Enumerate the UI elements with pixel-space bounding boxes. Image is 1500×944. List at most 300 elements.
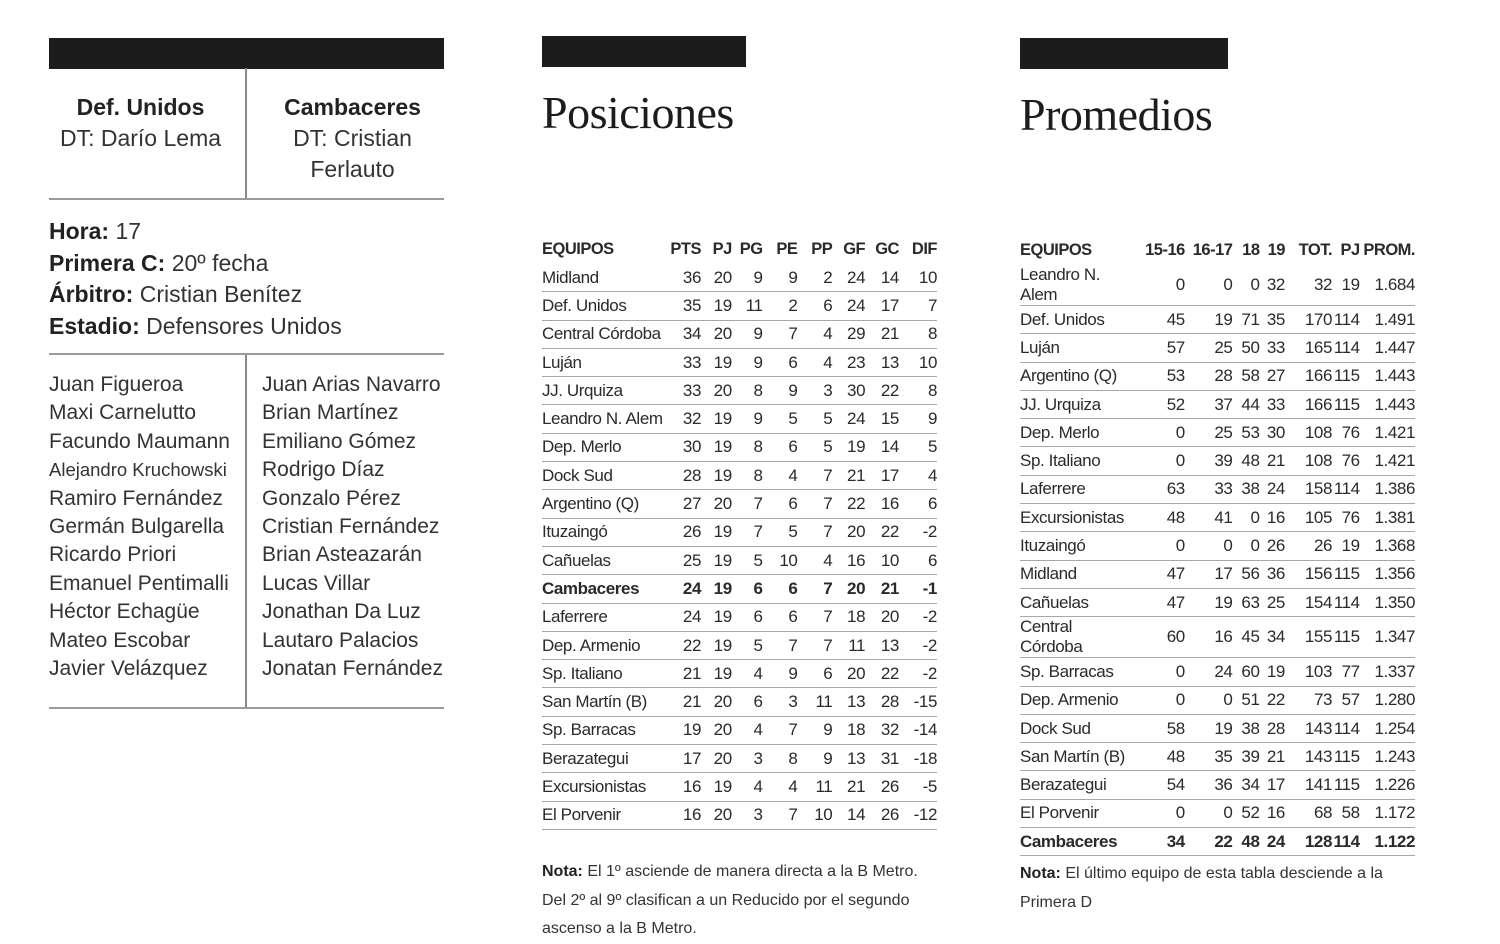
stat-cell: 19 (665, 716, 701, 744)
stat-cell: 3 (732, 801, 763, 829)
stat-cell: 9 (763, 660, 798, 688)
stat-cell: 9 (763, 264, 798, 292)
stat-cell: 8 (899, 320, 937, 348)
team-cell: Excursionistas (1020, 504, 1137, 532)
stat-cell: 5 (899, 433, 937, 461)
stat-cell: 8 (732, 433, 763, 461)
stat-cell: 7 (797, 518, 832, 546)
stat-cell: 35 (1185, 743, 1233, 771)
stat-cell: 58 (1137, 714, 1185, 742)
stat-cell: 1.421 (1360, 447, 1415, 475)
stat-cell: 9 (732, 405, 763, 433)
stat-cell: 24 (832, 292, 865, 320)
stat-cell: 1.443 (1360, 390, 1415, 418)
table-row (542, 348, 937, 376)
stat-cell: 22 (865, 660, 899, 688)
stat-cell: 5 (763, 405, 798, 433)
stat-cell: 1.386 (1360, 475, 1415, 503)
promedios-header-bar (1020, 38, 1228, 69)
stat-cell: 22 (1260, 686, 1285, 714)
stat-cell: 2 (797, 264, 832, 292)
stat-cell: 114 (1332, 306, 1360, 334)
stat-cell: 26 (865, 801, 899, 829)
stat-cell: 30 (1260, 419, 1285, 447)
stat-cell: 1.421 (1360, 419, 1415, 447)
promedios-note: Nota: El último equipo de esta tabla desciende a la Primera D (1020, 865, 1383, 911)
stat-cell: 39 (1185, 447, 1233, 475)
table-row (1020, 560, 1415, 588)
table-row (1020, 362, 1415, 390)
stat-cell: 33 (1185, 475, 1233, 503)
team-cell: Central Córdoba (542, 320, 665, 348)
team-cell: Berazategui (542, 745, 665, 773)
stat-cell: 13 (832, 745, 865, 773)
stat-cell: 141 (1285, 771, 1332, 799)
stat-cell: 21 (865, 320, 899, 348)
stat-cell: 34 (665, 320, 701, 348)
stat-cell: 36 (1185, 771, 1233, 799)
stat-cell: 10 (899, 264, 937, 292)
team-cell: Dep. Merlo (1020, 419, 1137, 447)
player-name: Facundo Maumann (49, 429, 230, 453)
column-header: GF (843, 240, 866, 258)
stat-cell: 166 (1285, 390, 1332, 418)
stat-cell: 19 (701, 773, 732, 801)
team-cell: Cambaceres (1020, 828, 1137, 856)
table-row (1020, 588, 1415, 616)
stat-cell: -2 (899, 631, 937, 659)
team-cell: Sp. Italiano (1020, 447, 1137, 475)
stat-cell: 9 (797, 745, 832, 773)
stat-cell: 19 (701, 433, 732, 461)
stat-cell: 0 (1137, 799, 1185, 827)
stat-cell: 1.684 (1360, 265, 1415, 306)
divider (245, 355, 247, 707)
table-row (1020, 419, 1415, 447)
stat-cell: 154 (1285, 588, 1332, 616)
stat-cell: 9 (899, 405, 937, 433)
team-cell: Cambaceres (542, 575, 665, 603)
stat-cell: 1.447 (1360, 334, 1415, 362)
stat-cell: 114 (1332, 588, 1360, 616)
table-row (1020, 771, 1415, 799)
team-cell: Sp. Italiano (542, 660, 665, 688)
stat-cell: 6 (732, 688, 763, 716)
player-name: Gonzalo Pérez (262, 486, 401, 510)
stat-cell: 14 (865, 264, 899, 292)
stat-cell: 19 (701, 292, 732, 320)
stat-cell: 24 (665, 603, 701, 631)
stat-cell: 38 (1232, 714, 1259, 742)
team-cell: Def. Unidos (542, 292, 665, 320)
stat-cell: 0 (1185, 532, 1233, 560)
stat-cell: 54 (1137, 771, 1185, 799)
info-referee: Árbitro: Cristian Benítez (49, 281, 303, 307)
stat-cell: 4 (763, 462, 798, 490)
stat-cell: 11 (832, 631, 865, 659)
team-cell: Leandro N. Alem (1020, 265, 1137, 306)
player-name: Emiliano Gómez (262, 429, 417, 453)
stat-cell: 3 (797, 377, 832, 405)
stat-cell: 6 (797, 292, 832, 320)
stat-cell: 20 (701, 320, 732, 348)
stat-cell: 128 (1285, 828, 1332, 856)
stat-cell: 156 (1285, 560, 1332, 588)
stat-cell: 1.381 (1360, 504, 1415, 532)
stat-cell: 9 (732, 320, 763, 348)
stat-cell: 48 (1232, 447, 1259, 475)
stat-cell: 68 (1285, 799, 1332, 827)
match-header-bar (49, 38, 444, 69)
stat-cell: 30 (832, 377, 865, 405)
stat-cell: 17 (1260, 771, 1285, 799)
stat-cell: 19 (1185, 588, 1233, 616)
stat-cell: 19 (1332, 265, 1360, 306)
stat-cell: 36 (1260, 560, 1285, 588)
info-tournament: Primera C: 20º fecha (49, 249, 269, 276)
stat-cell: 5 (732, 546, 763, 574)
stat-cell: 4 (732, 716, 763, 744)
stat-cell: 20 (701, 745, 732, 773)
table-row (1020, 658, 1415, 686)
stat-cell: 57 (1137, 334, 1185, 362)
stat-cell: 11 (732, 292, 763, 320)
stat-cell: 103 (1285, 658, 1332, 686)
stat-cell: 13 (832, 688, 865, 716)
stat-cell: 0 (1137, 265, 1185, 306)
stat-cell: 4 (763, 773, 798, 801)
stat-cell: 25 (665, 546, 701, 574)
column-header: PJ (1340, 241, 1360, 259)
stat-cell: 30 (665, 433, 701, 461)
home-team-name: Def. Unidos (76, 94, 205, 120)
stat-cell: 0 (1185, 799, 1233, 827)
stat-cell: 108 (1285, 419, 1332, 447)
stat-cell: 0 (1137, 532, 1185, 560)
stat-cell: 18 (832, 603, 865, 631)
table-row (542, 490, 937, 518)
stat-cell: 19 (701, 631, 732, 659)
player-name: Rodrigo Díaz (262, 458, 385, 482)
stat-cell: 35 (1260, 306, 1285, 334)
stat-cell: 51 (1232, 686, 1259, 714)
team-cell: Sp. Barracas (1020, 658, 1137, 686)
column-header: EQUIPOS (1020, 241, 1092, 259)
stat-cell: 0 (1232, 532, 1259, 560)
team-cell: El Porvenir (542, 801, 665, 829)
stat-cell: 27 (1260, 362, 1285, 390)
player-name: Jonatan Fernández (262, 657, 443, 681)
table-row (542, 546, 937, 574)
table-row (1020, 390, 1415, 418)
stat-cell: 7 (797, 603, 832, 631)
stat-cell: 57 (1332, 686, 1360, 714)
stat-cell: 25 (1185, 334, 1233, 362)
stat-cell: 22 (832, 490, 865, 518)
table-row (1020, 617, 1415, 658)
stat-cell: 13 (865, 631, 899, 659)
stat-cell: 32 (665, 405, 701, 433)
column-header: PROM. (1363, 241, 1415, 259)
team-cell: Dep. Armenio (1020, 686, 1137, 714)
table-row (542, 377, 937, 405)
stat-cell: 19 (701, 405, 732, 433)
stat-cell: 6 (763, 603, 798, 631)
team-cell: Cañuelas (1020, 588, 1137, 616)
stat-cell: 20 (701, 801, 732, 829)
table-row (1020, 265, 1415, 306)
table-row (1020, 743, 1415, 771)
stat-cell: 45 (1232, 617, 1259, 658)
stat-cell: 1.172 (1360, 799, 1415, 827)
table-row (542, 631, 937, 659)
stat-cell: 21 (665, 660, 701, 688)
column-header: 15-16 (1145, 241, 1185, 259)
stat-cell: 4 (732, 773, 763, 801)
team-cell: Def. Unidos (1020, 306, 1137, 334)
player-name: Lucas Villar (262, 571, 371, 595)
stat-cell: 6 (763, 575, 798, 603)
table-row (542, 716, 937, 744)
stat-cell: 7 (797, 575, 832, 603)
table-row (542, 603, 937, 631)
stat-cell: 21 (1260, 447, 1285, 475)
stat-cell: 0 (1137, 419, 1185, 447)
stat-cell: 19 (701, 575, 732, 603)
stat-cell: 27 (665, 490, 701, 518)
stat-cell: -5 (899, 773, 937, 801)
teams-header (49, 68, 444, 200)
stat-cell: 8 (899, 377, 937, 405)
stat-cell: -2 (899, 518, 937, 546)
stat-cell: 19 (1332, 532, 1360, 560)
stat-cell: 22 (865, 518, 899, 546)
stat-cell: 16 (1185, 617, 1233, 658)
stat-cell: 1.356 (1360, 560, 1415, 588)
stat-cell: 13 (865, 348, 899, 376)
stat-cell: 71 (1232, 306, 1259, 334)
stat-cell: 44 (1232, 390, 1259, 418)
stat-cell: 3 (732, 745, 763, 773)
stat-cell: 11 (797, 688, 832, 716)
stat-cell: 16 (832, 546, 865, 574)
column-header: 16-17 (1192, 241, 1233, 259)
table-row (1020, 334, 1415, 362)
team-cell: Laferrere (542, 603, 665, 631)
stat-cell: 24 (832, 264, 865, 292)
column-header: 19 (1267, 241, 1285, 259)
stat-cell: 7 (763, 631, 798, 659)
stat-cell: 33 (1260, 334, 1285, 362)
stat-cell: 6 (763, 348, 798, 376)
table-row (542, 320, 937, 348)
stat-cell: 10 (763, 546, 798, 574)
stat-cell: 4 (797, 546, 832, 574)
stat-cell: -18 (899, 745, 937, 773)
table-row (1020, 828, 1415, 856)
stat-cell: 115 (1332, 560, 1360, 588)
table-row (1020, 799, 1415, 827)
stat-cell: 20 (701, 377, 732, 405)
stat-cell: 19 (832, 433, 865, 461)
stat-cell: 6 (899, 490, 937, 518)
table-row (542, 575, 937, 603)
stat-cell: 21 (665, 688, 701, 716)
stat-cell: 32 (865, 716, 899, 744)
stat-cell: 52 (1137, 390, 1185, 418)
stat-cell: 7 (797, 490, 832, 518)
lineups (49, 353, 444, 709)
table-row (542, 660, 937, 688)
stat-cell: 7 (797, 462, 832, 490)
stat-cell: 19 (701, 462, 732, 490)
player-name: Ramiro Fernández (49, 486, 223, 510)
stat-cell: 114 (1332, 334, 1360, 362)
team-cell: Midland (542, 264, 665, 292)
stat-cell: 17 (1185, 560, 1233, 588)
stat-cell: -15 (899, 688, 937, 716)
stat-cell: -1 (899, 575, 937, 603)
stat-cell: 21 (832, 773, 865, 801)
stat-cell: 7 (763, 716, 798, 744)
stat-cell: 33 (665, 348, 701, 376)
stat-cell: 9 (763, 377, 798, 405)
stat-cell: 6 (899, 546, 937, 574)
stat-cell: 24 (665, 575, 701, 603)
stat-cell: 20 (701, 688, 732, 716)
table-row (1020, 306, 1415, 334)
stat-cell: 158 (1285, 475, 1332, 503)
stat-cell: 20 (832, 575, 865, 603)
stat-cell: 1.347 (1360, 617, 1415, 658)
table-row (542, 745, 937, 773)
stat-cell: 16 (665, 801, 701, 829)
stat-cell: 155 (1285, 617, 1332, 658)
stat-cell: 8 (763, 745, 798, 773)
stat-cell: 32 (1260, 265, 1285, 306)
stat-cell: 1.443 (1360, 362, 1415, 390)
stat-cell: 24 (1185, 658, 1233, 686)
stat-cell: 165 (1285, 334, 1332, 362)
stat-cell: 1.254 (1360, 714, 1415, 742)
stat-cell: 19 (701, 546, 732, 574)
stat-cell: 76 (1332, 504, 1360, 532)
table-row (1020, 447, 1415, 475)
player-name: Javier Velázquez (49, 657, 208, 681)
stat-cell: 4 (899, 462, 937, 490)
stat-cell: 16 (665, 773, 701, 801)
stat-cell: 19 (701, 348, 732, 376)
stat-cell: 22 (1185, 828, 1233, 856)
stat-cell: 6 (763, 433, 798, 461)
stat-cell: 28 (665, 462, 701, 490)
stat-cell: 105 (1285, 504, 1332, 532)
team-cell: San Martín (B) (542, 688, 665, 716)
away-lineup (262, 371, 443, 683)
stat-cell: 33 (665, 377, 701, 405)
stat-cell: 24 (1260, 828, 1285, 856)
stat-cell: 16 (1260, 504, 1285, 532)
stat-cell: 7 (732, 490, 763, 518)
stat-cell: 1.226 (1360, 771, 1415, 799)
stat-cell: 22 (865, 377, 899, 405)
stat-cell: 0 (1232, 504, 1259, 532)
home-team (49, 92, 232, 154)
table-row (542, 773, 937, 801)
stat-cell: 48 (1137, 504, 1185, 532)
stat-cell: 8 (732, 377, 763, 405)
stat-cell: 5 (732, 631, 763, 659)
posiciones-note: Nota: El 1º asciende de manera directa a la B Metro. Del 2º al 9º clasifican a un Reducido por el segundo ascenso a la B Metro. (542, 863, 918, 937)
stat-cell: 26 (1260, 532, 1285, 560)
player-name: Ricardo Priori (49, 543, 177, 567)
player-name: Maxi Carnelutto (49, 401, 197, 425)
posiciones-table (542, 235, 937, 830)
stat-cell: 114 (1332, 828, 1360, 856)
stat-cell: 3 (763, 688, 798, 716)
stat-cell: 7 (763, 320, 798, 348)
stat-cell: 58 (1232, 362, 1259, 390)
stat-cell: 5 (797, 405, 832, 433)
stat-cell: 19 (701, 518, 732, 546)
team-cell: Ituzaingó (1020, 532, 1137, 560)
stat-cell: 34 (1232, 771, 1259, 799)
stat-cell: 32 (1285, 265, 1332, 306)
team-cell: Dep. Armenio (542, 631, 665, 659)
stat-cell: 7 (763, 801, 798, 829)
stat-cell: -2 (899, 603, 937, 631)
player-name: Juan Arias Navarro (262, 373, 441, 396)
column-header: TOT. (1298, 241, 1333, 259)
stat-cell: 26 (665, 518, 701, 546)
stat-cell: 10 (865, 546, 899, 574)
stat-cell: 25 (1260, 588, 1285, 616)
player-name: Brian Martínez (262, 401, 399, 425)
table-row (542, 688, 937, 716)
stat-cell: -14 (899, 716, 937, 744)
column-header: PJ (712, 240, 732, 258)
stat-cell: 0 (1232, 265, 1259, 306)
table-row (1020, 686, 1415, 714)
stat-cell: 8 (732, 462, 763, 490)
stat-cell: 9 (732, 348, 763, 376)
stat-cell: 166 (1285, 362, 1332, 390)
player-name: Jonathan Da Luz (262, 600, 421, 624)
stat-cell: 108 (1285, 447, 1332, 475)
team-cell: Cañuelas (542, 546, 665, 574)
stat-cell: 19 (701, 603, 732, 631)
stat-cell: 19 (1185, 306, 1233, 334)
table-row (1020, 504, 1415, 532)
player-name: Lautaro Palacios (262, 628, 419, 652)
stat-cell: 11 (797, 773, 832, 801)
team-cell: Sp. Barracas (542, 716, 665, 744)
stat-cell: 53 (1232, 419, 1259, 447)
table-row (1020, 714, 1415, 742)
stat-cell: 0 (1137, 686, 1185, 714)
stat-cell: 23 (832, 348, 865, 376)
away-team-name: Cambaceres (284, 94, 421, 120)
stat-cell: 26 (1285, 532, 1332, 560)
stat-cell: 4 (732, 660, 763, 688)
stat-cell: 6 (732, 575, 763, 603)
stat-cell: 28 (1185, 362, 1233, 390)
stat-cell: 7 (899, 292, 937, 320)
stat-cell: 4 (797, 320, 832, 348)
column-header: PG (739, 240, 763, 258)
stat-cell: 20 (832, 660, 865, 688)
stat-cell: 26 (865, 773, 899, 801)
